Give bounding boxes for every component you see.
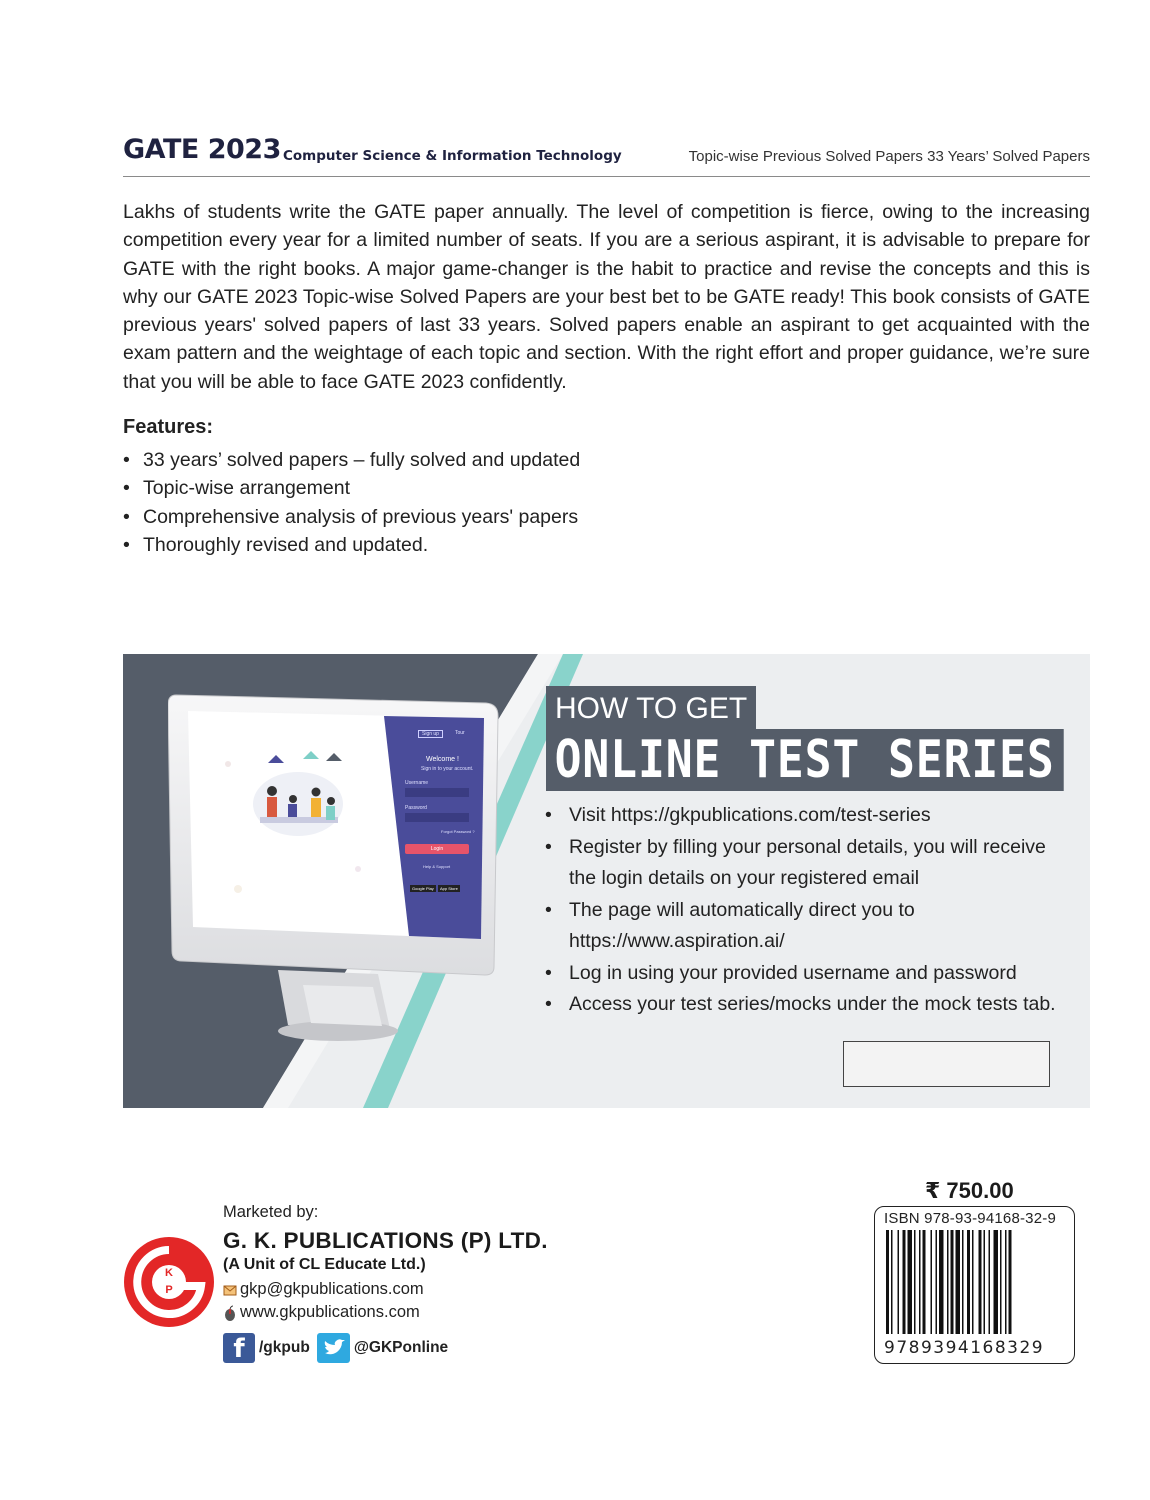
login-screen bbox=[393, 718, 488, 938]
facebook-icon[interactable]: f bbox=[223, 1333, 255, 1363]
google-play-badge[interactable]: Google Play bbox=[412, 886, 434, 891]
password-field[interactable] bbox=[405, 813, 469, 822]
social-row bbox=[223, 1333, 448, 1363]
code-box bbox=[843, 1041, 1050, 1087]
password-label: Password bbox=[405, 805, 427, 811]
feature-item: • 33 years’ solved papers – fully solved and updated bbox=[123, 449, 581, 471]
email-row bbox=[223, 1280, 424, 1299]
forgot-password-link[interactable]: Forgot Password ? bbox=[441, 829, 475, 834]
online-test-series-heading: ONLINE TEST SERIES bbox=[546, 729, 1063, 791]
username-label: Username bbox=[405, 780, 429, 786]
mouse-icon bbox=[223, 1305, 237, 1321]
how-to-get-heading: HOW TO GET bbox=[546, 686, 756, 732]
header bbox=[123, 128, 1090, 177]
sign-in-hint: Sign in to your account. bbox=[421, 766, 474, 772]
username-field[interactable] bbox=[405, 788, 469, 797]
marketed-by-label: Marketed by: bbox=[223, 1203, 319, 1221]
publisher-email[interactable]: gkp@gkpublications.com bbox=[240, 1280, 424, 1298]
twitter-handle[interactable]: @GKPonline bbox=[353, 1339, 449, 1356]
step-item: • Access your test series/mocks under the mock tests tab. bbox=[545, 989, 1075, 1021]
step-item: • Visit https://gkpublications.com/test-series bbox=[545, 800, 1075, 832]
login-button[interactable]: Login bbox=[405, 844, 469, 854]
email-icon bbox=[223, 1282, 237, 1298]
price: ₹ 750.00 bbox=[925, 1178, 1014, 1203]
barcode-digits: 9789394168329 bbox=[884, 1338, 1045, 1358]
feature-item: • Topic-wise arrangement bbox=[123, 477, 351, 500]
features-list bbox=[123, 446, 580, 559]
book-title: GATE 2023 bbox=[123, 134, 281, 165]
book-subject: Computer Science & Information Technology bbox=[283, 148, 622, 164]
publisher-website[interactable]: www.gkpublications.com bbox=[240, 1303, 420, 1321]
feature-item: • Thoroughly revised and updated. bbox=[123, 533, 429, 556]
logo-letter: K bbox=[165, 1267, 173, 1279]
publisher-unit: (A Unit of CL Educate Ltd.) bbox=[223, 1256, 426, 1273]
book-tagline: Topic-wise Previous Solved Papers 33 Years’ Solved Papers bbox=[688, 148, 1090, 165]
website-row bbox=[223, 1303, 420, 1322]
step-item: • Log in using your provided username and password bbox=[545, 958, 1075, 990]
barcode bbox=[884, 1230, 1064, 1336]
step-item: • The page will automatically direct you to https://www.aspiration.ai/ bbox=[545, 895, 1075, 958]
facebook-handle[interactable]: /gkpub bbox=[259, 1339, 310, 1356]
step-item: • Register by filling your personal details, you will receive the login details on your registered email bbox=[545, 832, 1075, 895]
description-paragraph: Lakhs of students write the GATE paper annually. The level of competition is fierce, owing to the increasing competition every year for a limited number of seats. If you are a serious aspirant, it is advisable to prepare for GATE with the right books. A major game-changer is the habit to practice and revise the concepts and this is why our GATE 2023 Topic-wise Solved Papers are your best bet to be GATE ready! This book consists of GATE previous years' solved papers of last 33 years. Solved papers enable an aspirant to get acquainted with the exam pattern and the weightage of each topic and section. With the right effort and proper guidance, we’re sure that you will be able to face GATE 2023 confidently. bbox=[123, 201, 1090, 393]
logo-letter: P bbox=[165, 1284, 173, 1296]
publisher-name: G. K. PUBLICATIONS (P) LTD. bbox=[223, 1228, 548, 1253]
tour-link[interactable]: Tour bbox=[455, 730, 465, 736]
gkp-logo bbox=[123, 1236, 215, 1328]
help-link[interactable]: Help & Support bbox=[423, 864, 451, 869]
feature-item: • Comprehensive analysis of previous years' papers bbox=[123, 505, 579, 528]
twitter-icon[interactable] bbox=[317, 1333, 350, 1363]
welcome-text: Welcome ! bbox=[426, 756, 459, 763]
steps-list bbox=[545, 800, 1075, 1021]
app-store-badge[interactable]: App Store bbox=[440, 886, 458, 891]
isbn-label: ISBN 978-93-94168-32-9 bbox=[884, 1210, 1057, 1227]
features-title: Features: bbox=[123, 416, 214, 438]
sign-up-button[interactable]: Sign up bbox=[418, 730, 443, 738]
